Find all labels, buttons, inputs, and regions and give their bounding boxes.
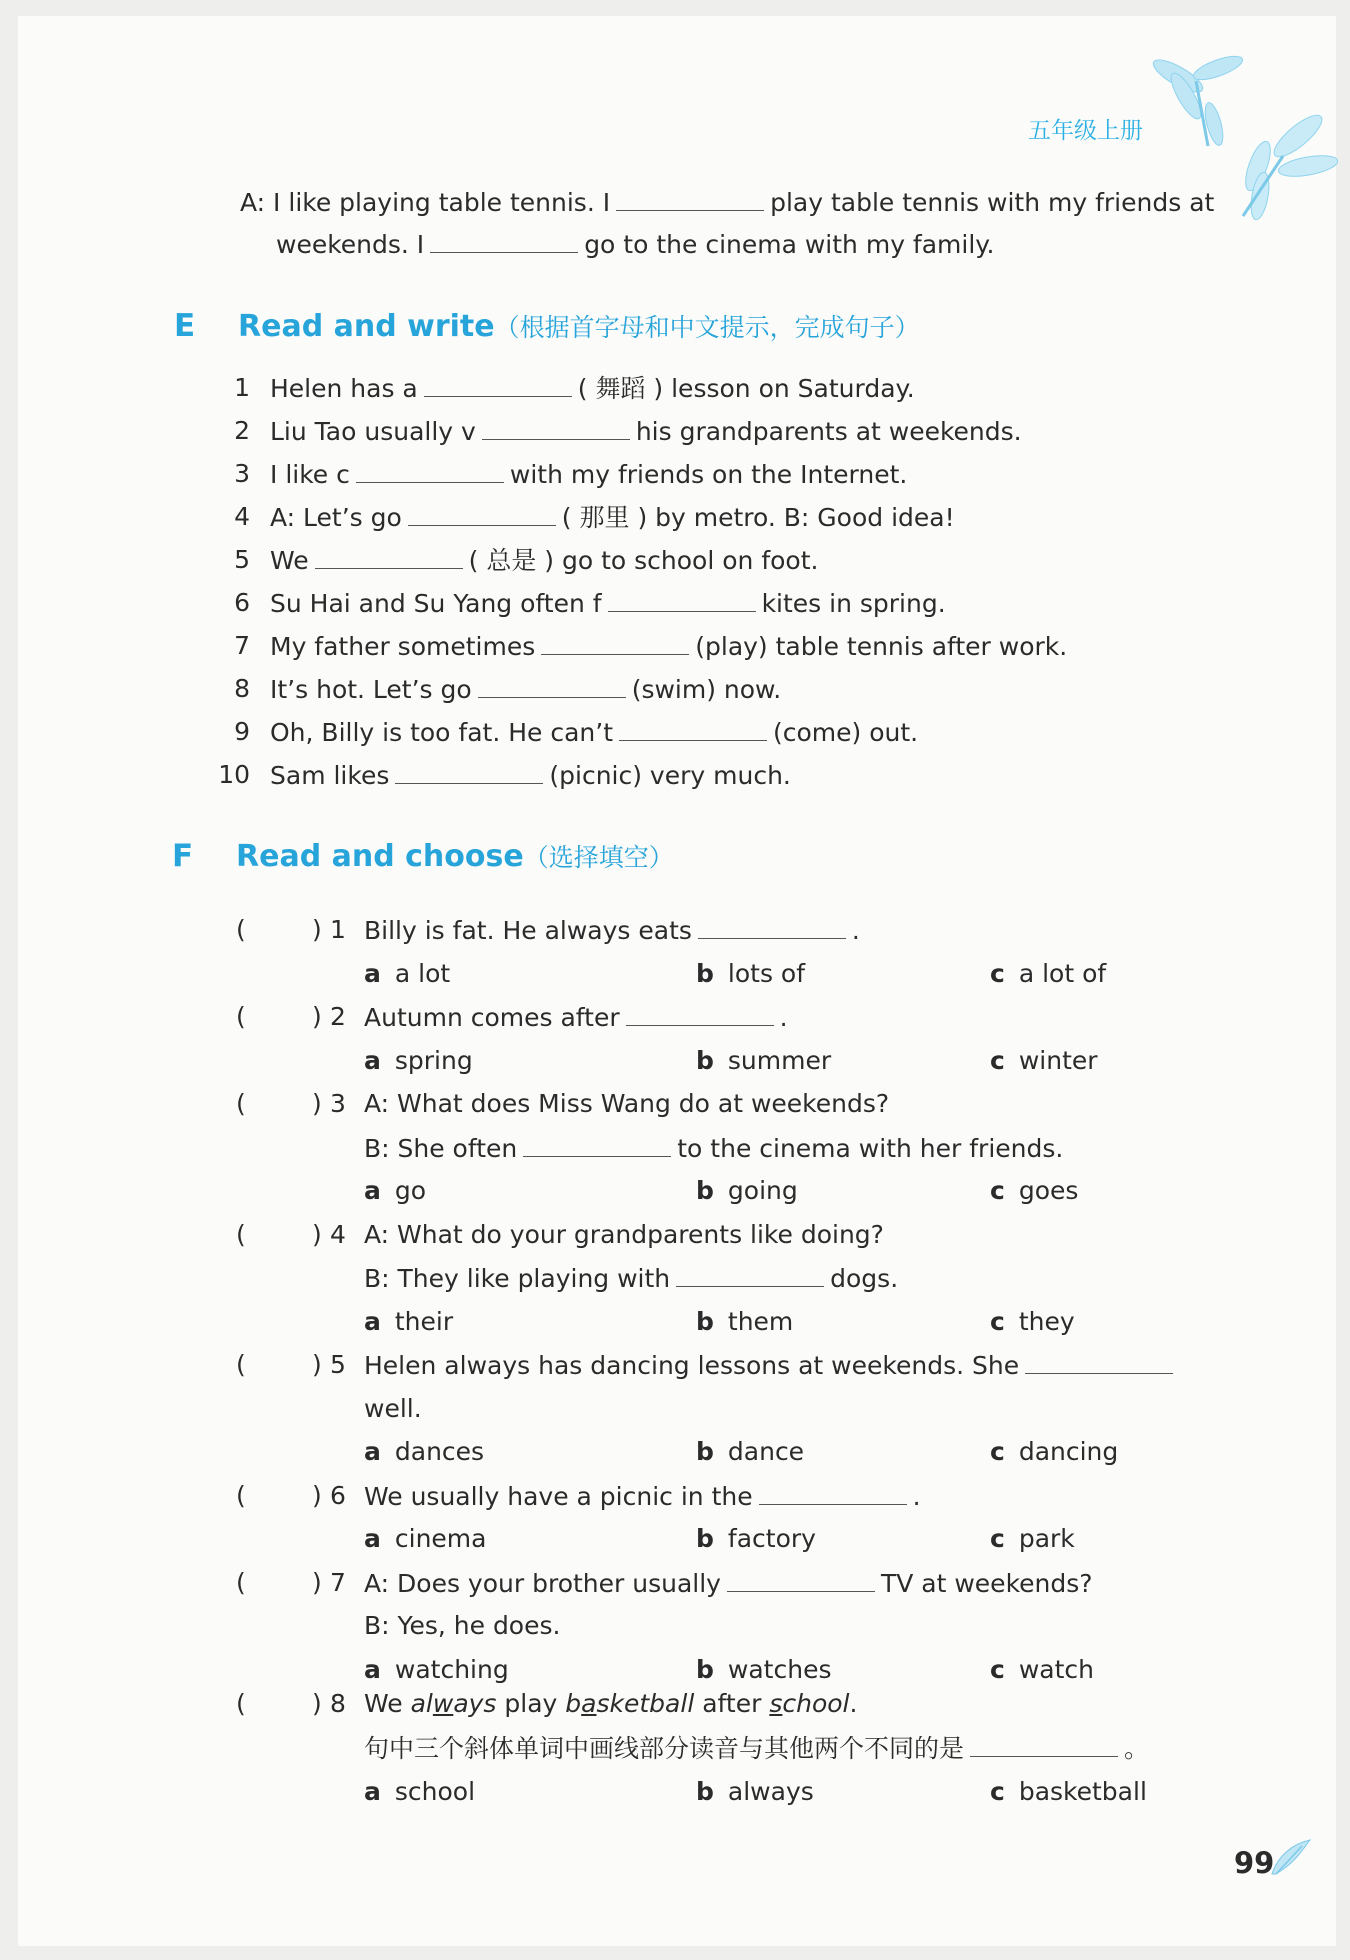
answer-blank[interactable] [356,458,504,483]
question-8-line-1: We always play basketball after school. [364,1689,858,1718]
answer-blank[interactable] [478,673,626,698]
answer-paren-close: ) [312,1219,322,1249]
answer-paren-close: ) [312,915,322,944]
answer-blank[interactable] [626,1001,774,1026]
option-letter: a [364,1777,381,1806]
option-letter: b [696,1437,714,1466]
sentence-start: It’s hot. Let’s go [270,675,472,704]
answer-paren-open[interactable]: ( [236,1219,246,1249]
sentence-end: ( 总是 ) go to school on foot. [468,546,819,575]
question-text: well. [364,1393,422,1423]
question-number: 8 [330,1689,346,1718]
option-text: school [394,1777,476,1806]
answer-blank[interactable] [970,1732,1118,1757]
sentence-start: Helen has a [270,374,418,403]
option-text: dance [727,1437,805,1466]
section-e-letter: E [174,308,196,344]
option-letter: a [364,958,381,988]
option-text: watches [727,1654,832,1684]
sentence [270,415,1022,448]
option-a[interactable] [364,1436,484,1468]
question-text: B: Yes, he does. [364,1611,561,1640]
option-text: dancing [1018,1437,1119,1466]
answer-blank[interactable] [430,228,578,253]
option-text: factory [727,1524,816,1553]
option-letter: a [364,1437,381,1466]
sentence-end: kites in spring. [761,589,946,618]
item-number: 3 [234,459,250,488]
answer-blank[interactable] [408,501,556,526]
question-line [364,1567,1093,1600]
question-text: A: What does Miss Wang do at weekends? [364,1089,890,1118]
question-text: A: Does your brother usually [364,1568,721,1598]
option-letter: b [696,1176,714,1205]
option-c[interactable] [990,1776,1147,1808]
option-text: summer [727,1045,832,1075]
answer-blank[interactable] [424,372,572,397]
sentence-start: We [270,546,309,575]
dialogue-line-1 [240,186,1214,219]
option-b[interactable] [696,1175,798,1207]
option-text: going [727,1176,798,1205]
question-number: 3 [330,1089,346,1118]
answer-blank[interactable] [608,587,756,612]
question-number: 4 [330,1219,346,1249]
option-letter: b [696,1524,714,1553]
option-text: a lot [394,958,451,988]
section-title-en: Read and choose [236,839,524,874]
option-b[interactable] [696,1654,831,1686]
dialogue-text: weekends. I [276,230,425,259]
question-line [364,1610,560,1642]
sentence-end: (play) table tennis after work. [695,632,1068,661]
item-number: 9 [234,717,250,746]
question-number: 2 [330,1002,346,1031]
option-a[interactable] [364,1306,453,1338]
option-letter: c [990,1176,1005,1205]
question-text: We usually have a picnic in the [364,1481,753,1511]
answer-paren-close: ) [312,1567,322,1597]
sentence-start: A: Let’s go [270,503,402,532]
question-text: B: She often [364,1133,518,1163]
answer-blank[interactable] [727,1567,875,1592]
option-letter: a [364,1306,381,1336]
option-b[interactable] [696,1776,814,1808]
answer-paren-open[interactable]: ( [236,1567,246,1597]
question-text: dogs. [830,1264,899,1293]
sentence-start: Sam likes [270,761,390,790]
option-a[interactable] [364,1776,475,1808]
sentence [270,673,781,706]
option-text: basketball [1018,1777,1147,1806]
question-line [364,1132,1063,1165]
option-letter: c [990,1045,1005,1075]
page-number: 99 [1234,1846,1275,1880]
option-c[interactable] [990,1175,1078,1207]
question-line [364,1480,921,1513]
question-line [364,1262,898,1295]
item-number: 4 [234,502,250,531]
section-title-cn: （选择填空） [523,843,674,872]
item-number: 5 [234,545,250,574]
answer-paren-close: ) [312,1480,322,1510]
option-text: their [394,1306,454,1336]
question-text: Billy is fat. He always eats [364,916,692,945]
answer-paren-open[interactable]: ( [236,915,246,944]
answer-blank[interactable] [395,759,543,784]
option-text: always [727,1777,814,1806]
answer-paren-open[interactable]: ( [236,1689,246,1718]
answer-blank[interactable] [698,914,846,939]
item-number: 10 [218,760,250,789]
section-f-title [236,838,674,874]
option-a[interactable] [364,1523,486,1555]
question-8-line-2 [364,1732,1149,1765]
word: after [702,1689,762,1718]
question-number: 7 [330,1567,346,1597]
option-c[interactable] [990,1436,1118,1468]
option-letter: b [696,1306,714,1336]
option-letter: a [364,1524,381,1553]
answer-blank[interactable] [759,1480,907,1505]
question-line [364,1349,1179,1382]
sentence-end: ( 那里 ) by metro. B: Good idea! [561,503,955,532]
sentence-end: his grandparents at weekends. [635,417,1022,446]
question-text: Autumn comes after [364,1003,620,1032]
dialogue-text: play table tennis with my friends at [770,188,1215,217]
answer-paren-open[interactable]: ( [236,1089,246,1118]
dialogue-line-2 [276,228,994,261]
answer-paren-close: ) [312,1002,322,1031]
option-text: lots of [727,958,806,988]
option-text: park [1018,1524,1075,1553]
option-a[interactable] [364,1175,426,1207]
answer-blank[interactable] [616,186,764,211]
question-line [364,1393,422,1425]
question-number: 5 [330,1350,346,1379]
answer-paren-open[interactable]: ( [236,1480,246,1510]
item-number: 1 [234,373,250,402]
answer-blank[interactable] [1025,1349,1173,1374]
question-text: . [912,1481,921,1511]
item-number: 6 [234,588,250,617]
word: We [364,1689,403,1718]
sentence [270,544,818,577]
option-letter: b [696,1777,714,1806]
option-letter: b [696,958,714,988]
option-text: watch [1018,1654,1094,1684]
workbook-page [18,16,1336,1946]
option-a[interactable] [364,1654,509,1686]
sentence-end: ( 舞蹈 ) lesson on Saturday. [577,374,915,403]
grade-label: 五年级上册 [1028,118,1143,144]
answer-paren-close: ) [312,1350,322,1379]
option-a[interactable] [364,958,450,990]
answer-blank[interactable] [541,630,689,655]
section-title-en: Read and write [238,309,495,344]
option-letter: c [990,1777,1005,1806]
option-text: winter [1018,1045,1098,1075]
option-c[interactable] [990,1045,1098,1077]
option-c[interactable] [990,1306,1075,1338]
question-text: Helen always has dancing lessons at weekends. She [364,1351,1020,1380]
option-text: watching [394,1654,509,1684]
question-number: 6 [330,1480,346,1510]
option-text: goes [1018,1176,1079,1205]
option-c[interactable] [990,1523,1075,1555]
option-a[interactable] [364,1045,473,1077]
question-text: . [779,1003,788,1032]
word: play [504,1689,558,1718]
question-line [364,1088,889,1120]
question-text: B: They like playing with [364,1264,671,1293]
item-number: 2 [234,416,250,445]
punct: 。 [1124,1734,1150,1763]
question-text: to the cinema with her friends. [677,1133,1064,1163]
option-b[interactable] [696,1523,816,1555]
punct: . [849,1689,858,1718]
question-line [364,914,860,947]
sentence-start: I like c [270,460,350,489]
question-text: A: What do your grandparents like doing? [364,1219,884,1249]
question-text: TV at weekends? [880,1568,1093,1598]
answer-paren-close: ) [312,1689,322,1718]
option-b[interactable] [696,1306,793,1338]
answer-blank[interactable] [482,415,630,440]
sentence-end: (picnic) very much. [549,761,791,790]
option-b[interactable] [696,958,805,990]
option-text: a lot of [1018,958,1107,988]
answer-paren-close: ) [312,1089,322,1118]
item-number: 7 [234,631,250,660]
leaf-icon [1268,1836,1314,1878]
answer-blank[interactable] [619,716,767,741]
option-text: dances [394,1437,485,1466]
sentence [270,630,1067,663]
section-title-cn: （根据首字母和中文提示，完成句子） [494,313,920,342]
option-letter: c [990,1654,1005,1684]
dialogue-text: go to the cinema with my family. [584,230,995,259]
section-e-title [238,308,920,344]
instruction-text: 句中三个斜体单词中画线部分读音与其他两个不同的是 [364,1734,965,1763]
sentence-end: with my friends on the Internet. [509,460,908,489]
option-letter: a [364,1654,381,1684]
option-text: cinema [394,1524,487,1553]
sentence [270,587,946,620]
option-letter: a [364,1176,381,1205]
question-number: 1 [330,915,346,944]
answer-blank[interactable] [676,1262,824,1287]
dialogue-text: I like playing table tennis. I [273,188,611,217]
sentence-end: (come) out. [773,718,919,747]
answer-paren-open[interactable]: ( [236,1350,246,1379]
option-b[interactable] [696,1436,804,1468]
option-text: they [1018,1306,1075,1336]
option-letter: c [990,958,1005,988]
option-c[interactable] [990,1654,1094,1686]
option-c[interactable] [990,958,1106,990]
item-number: 8 [234,674,250,703]
option-text: go [394,1176,427,1205]
sentence [270,759,791,792]
question-text: . [851,916,860,945]
option-letter: c [990,1437,1005,1466]
question-line [364,1219,884,1251]
question-line [364,1001,788,1034]
sentence-start: Oh, Billy is too fat. He can’t [270,718,614,747]
option-letter: b [696,1045,714,1075]
sentence [270,372,915,405]
answer-blank[interactable] [523,1132,671,1157]
option-letter: c [990,1306,1005,1336]
option-text: them [727,1306,794,1336]
sentence-start: Liu Tao usually v [270,417,476,446]
sentence [270,458,907,491]
option-letter: b [696,1654,714,1684]
sentence [270,716,918,749]
sentence-end: (swim) now. [631,675,782,704]
speaker-label: A: [240,188,266,217]
answer-blank[interactable] [315,544,463,569]
option-b[interactable] [696,1045,831,1077]
sentence [270,501,955,534]
answer-paren-open[interactable]: ( [236,1002,246,1031]
sentence-start: My father sometimes [270,632,536,661]
option-letter: a [364,1045,381,1075]
sentence-start: Su Hai and Su Yang often f [270,589,602,618]
option-text: spring [394,1045,473,1075]
section-f-letter: F [172,838,194,874]
option-letter: c [990,1524,1005,1553]
